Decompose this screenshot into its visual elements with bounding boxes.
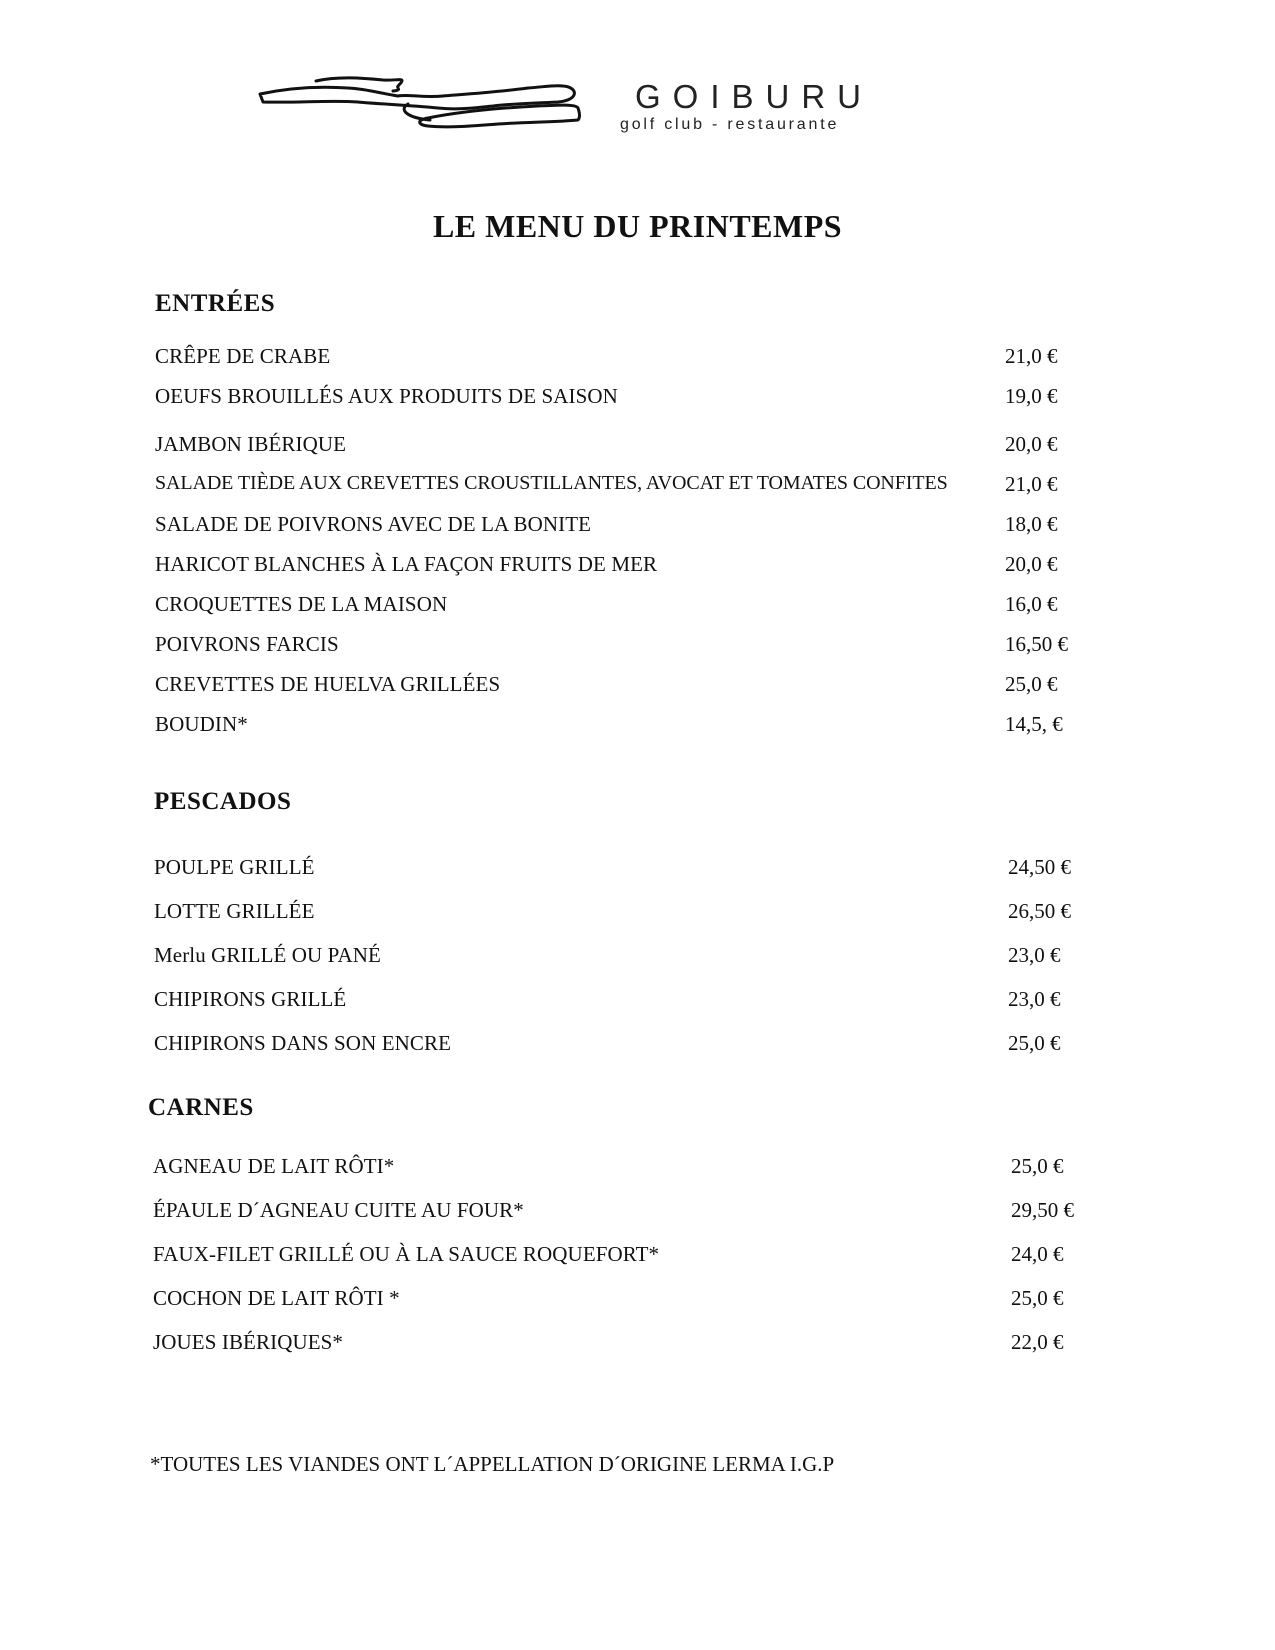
dish-name: SALADE TIÈDE AUX CREVETTES CROUSTILLANTES, AVOCAT ET TOMATES CONFITES bbox=[155, 472, 948, 494]
dish-price: 25,0 € bbox=[1008, 1031, 1061, 1055]
menu-item bbox=[154, 899, 1094, 929]
menu-item bbox=[153, 1242, 1093, 1272]
dish-price: 20,0 € bbox=[1005, 552, 1058, 576]
section-title-entrees: ENTRÉES bbox=[155, 290, 276, 317]
dish-name: FAUX-FILET GRILLÉ OU À LA SAUCE ROQUEFORT* bbox=[153, 1242, 660, 1266]
brand-name: GOIBURU bbox=[635, 78, 874, 115]
menu-item bbox=[155, 384, 1085, 414]
menu-item bbox=[155, 672, 1085, 702]
dish-name: POULPE GRILLÉ bbox=[154, 855, 315, 879]
dish-name: CROQUETTES DE LA MAISON bbox=[155, 592, 448, 616]
dish-price: 16,0 € bbox=[1005, 592, 1058, 616]
dish-name: CHIPIRONS DANS SON ENCRE bbox=[154, 1031, 452, 1055]
dish-name: JAMBON IBÉRIQUE bbox=[155, 432, 347, 456]
menu-item bbox=[155, 432, 1085, 462]
dish-name: COCHON DE LAIT RÔTI * bbox=[153, 1286, 400, 1310]
dish-price: 25,0 € bbox=[1011, 1286, 1064, 1310]
dish-name: POIVRONS FARCIS bbox=[155, 632, 339, 656]
menu-item bbox=[155, 512, 1085, 542]
dish-price: 21,0 € bbox=[1005, 472, 1058, 496]
menu-item bbox=[154, 1031, 1094, 1061]
dish-price: 23,0 € bbox=[1008, 987, 1061, 1011]
menu-item bbox=[155, 344, 1085, 374]
dish-price: 21,0 € bbox=[1005, 344, 1058, 368]
dish-name: CREVETTES DE HUELVA GRILLÉES bbox=[155, 672, 501, 696]
menu-item bbox=[155, 472, 1085, 502]
menu-item bbox=[154, 855, 1094, 885]
dish-name: CHIPIRONS GRILLÉ bbox=[154, 987, 347, 1011]
dish-price: 29,50 € bbox=[1011, 1198, 1074, 1222]
dish-price: 23,0 € bbox=[1008, 943, 1061, 967]
dish-price: 14,5, € bbox=[1005, 712, 1063, 736]
dish-price: 25,0 € bbox=[1005, 672, 1058, 696]
dish-price: 20,0 € bbox=[1005, 432, 1058, 456]
dish-name: SALADE DE POIVRONS AVEC DE LA BONITE bbox=[155, 512, 592, 536]
dish-price: 16,50 € bbox=[1005, 632, 1068, 656]
menu-item bbox=[154, 943, 1094, 973]
dish-price: 19,0 € bbox=[1005, 384, 1058, 408]
section-title-carnes: CARNES bbox=[148, 1094, 254, 1121]
menu-item bbox=[155, 592, 1085, 622]
menu-item bbox=[153, 1154, 1093, 1184]
menu-title: LE MENU DU PRINTEMPS bbox=[432, 208, 843, 244]
dish-name: JOUES IBÉRIQUES* bbox=[153, 1330, 344, 1354]
dish-price: 25,0 € bbox=[1011, 1154, 1064, 1178]
menu-item bbox=[155, 632, 1085, 662]
footnote: *TOUTES LES VIANDES ONT L´APPELLATION D´ORIGINE LERMA I.G.P bbox=[150, 1452, 835, 1476]
dish-price: 22,0 € bbox=[1011, 1330, 1064, 1354]
dish-name: HARICOT BLANCHES À LA FAÇON FRUITS DE MER bbox=[155, 552, 658, 576]
dish-price: 26,50 € bbox=[1008, 899, 1071, 923]
dish-name: OEUFS BROUILLÉS AUX PRODUITS DE SAISON bbox=[155, 384, 618, 408]
dish-price: 24,0 € bbox=[1011, 1242, 1064, 1266]
menu-item bbox=[155, 552, 1085, 582]
dish-name: Merlu GRILLÉ OU PANÉ bbox=[154, 943, 381, 967]
section-title-pescados: PESCADOS bbox=[154, 788, 292, 815]
dish-name: BOUDIN* bbox=[155, 712, 248, 736]
brand-subtitle: golf club - restaurante bbox=[620, 116, 840, 133]
menu-item bbox=[154, 987, 1094, 1017]
dish-price: 18,0 € bbox=[1005, 512, 1058, 536]
menu-item bbox=[153, 1330, 1093, 1360]
restaurant-logo bbox=[258, 70, 918, 140]
menu-item bbox=[155, 712, 1085, 742]
wave-logo-icon bbox=[258, 70, 588, 140]
dish-name: CRÊPE DE CRABE bbox=[155, 344, 331, 368]
dish-name: ÉPAULE D´AGNEAU CUITE AU FOUR* bbox=[153, 1198, 524, 1222]
menu-item bbox=[153, 1286, 1093, 1316]
dish-price: 24,50 € bbox=[1008, 855, 1071, 879]
menu-item bbox=[153, 1198, 1093, 1228]
dish-name: AGNEAU DE LAIT RÔTI* bbox=[153, 1154, 395, 1178]
dish-name: LOTTE GRILLÉE bbox=[154, 899, 315, 923]
